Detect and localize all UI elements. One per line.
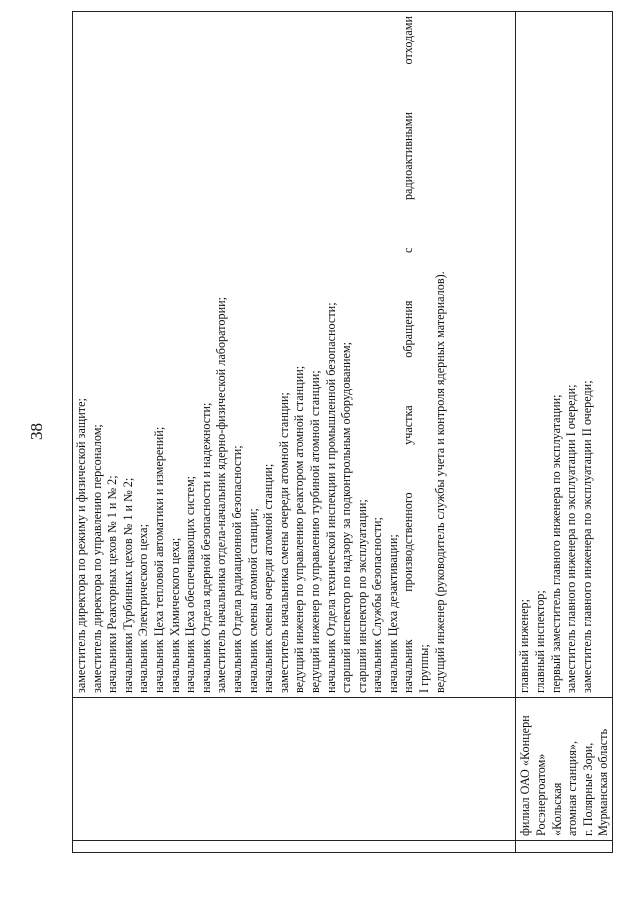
position-item: заместитель начальника отдела-начальник ядерно-физической лаборатории; (214, 296, 229, 693)
position-item: ведущий инженер по управлению реактором атомной станции; (292, 365, 307, 693)
positions-cell-top (73, 12, 516, 698)
position-item: начальник Цеха тепловой автоматики и измерений; (151, 426, 166, 693)
organization-cell-top (73, 698, 516, 841)
position-item: первый заместитель главного инженера по эксплуатации; (548, 394, 563, 693)
position-item: начальники Турбинных цехов № 1 и № 2; (120, 477, 135, 693)
organization-line: Мурманская область (596, 728, 611, 836)
organization-line: филиал ОАО «Концерн (518, 715, 533, 836)
position-item: ведущий инженер (руководитель службы учета и контроля ядерных материалов). (432, 271, 447, 693)
position-item: начальник Отдела ядерной безопасности и надежности; (198, 402, 213, 693)
organization-cell (516, 698, 613, 841)
organization-line: Росэнергоатом» «Кольская (534, 753, 564, 836)
positions-cell-bottom (516, 12, 613, 698)
position-item: заместитель главного инженера по эксплуатации I очереди; (564, 384, 579, 693)
positions-table (72, 11, 613, 853)
page-number: 38 (27, 423, 46, 440)
rotated-table-wrapper (72, 15, 613, 853)
position-item: начальник Службы безопасности; (370, 517, 385, 693)
position-item: старший инспектор по эксплуатации; (354, 499, 369, 693)
position-item: заместитель главного инженера по эксплуатации II очереди; (579, 380, 594, 693)
position-item: начальник Отдела технической инспекции и промышленной безопасности; (323, 302, 338, 693)
table-row-bottom (516, 12, 613, 853)
position-item: ведущий инженер по управлению турбиной атомной станции; (307, 370, 322, 693)
position-item: начальник смены атомной станции; (245, 508, 260, 693)
position-item: начальник Электрического цеха; (136, 524, 151, 693)
organization-line: г. Полярные Зори, (580, 742, 595, 836)
table-row-top (73, 12, 516, 853)
index-cell-top (73, 841, 516, 853)
position-item: начальник Химического цеха; (167, 537, 182, 693)
position-item: старший инспектор по надзору за подконтрольным оборудованием; (339, 341, 354, 693)
organization-line: атомная станция», (565, 740, 580, 836)
positions-list-top (73, 12, 448, 697)
position-item: начальник Цеха обеспечивающих систем; (183, 475, 198, 693)
position-item: заместитель директора по управлению персоналом; (89, 424, 104, 693)
positions-list-bottom (516, 12, 595, 697)
index-cell-bottom (516, 841, 613, 853)
organization-name (516, 698, 612, 840)
position-item: заместитель директора по режиму и физической защите; (74, 398, 88, 693)
position-item: начальник Отдела радиационной безопасности; (229, 445, 244, 693)
position-item: начальники Реакторных цехов № 1 и № 2; (105, 475, 120, 693)
position-item: I группы; (417, 644, 432, 693)
position-item: начальник производственного участка обращения с радиоактивными отходами (401, 16, 416, 693)
position-item: заместитель начальника смены очереди атомной станции; (276, 392, 291, 693)
position-item: главный инспектор; (533, 590, 548, 693)
position-item: начальник смены очереди атомной станции; (261, 463, 276, 693)
position-item: начальник Цеха дезактивации; (385, 534, 400, 693)
position-item: главный инженер; (517, 598, 532, 693)
